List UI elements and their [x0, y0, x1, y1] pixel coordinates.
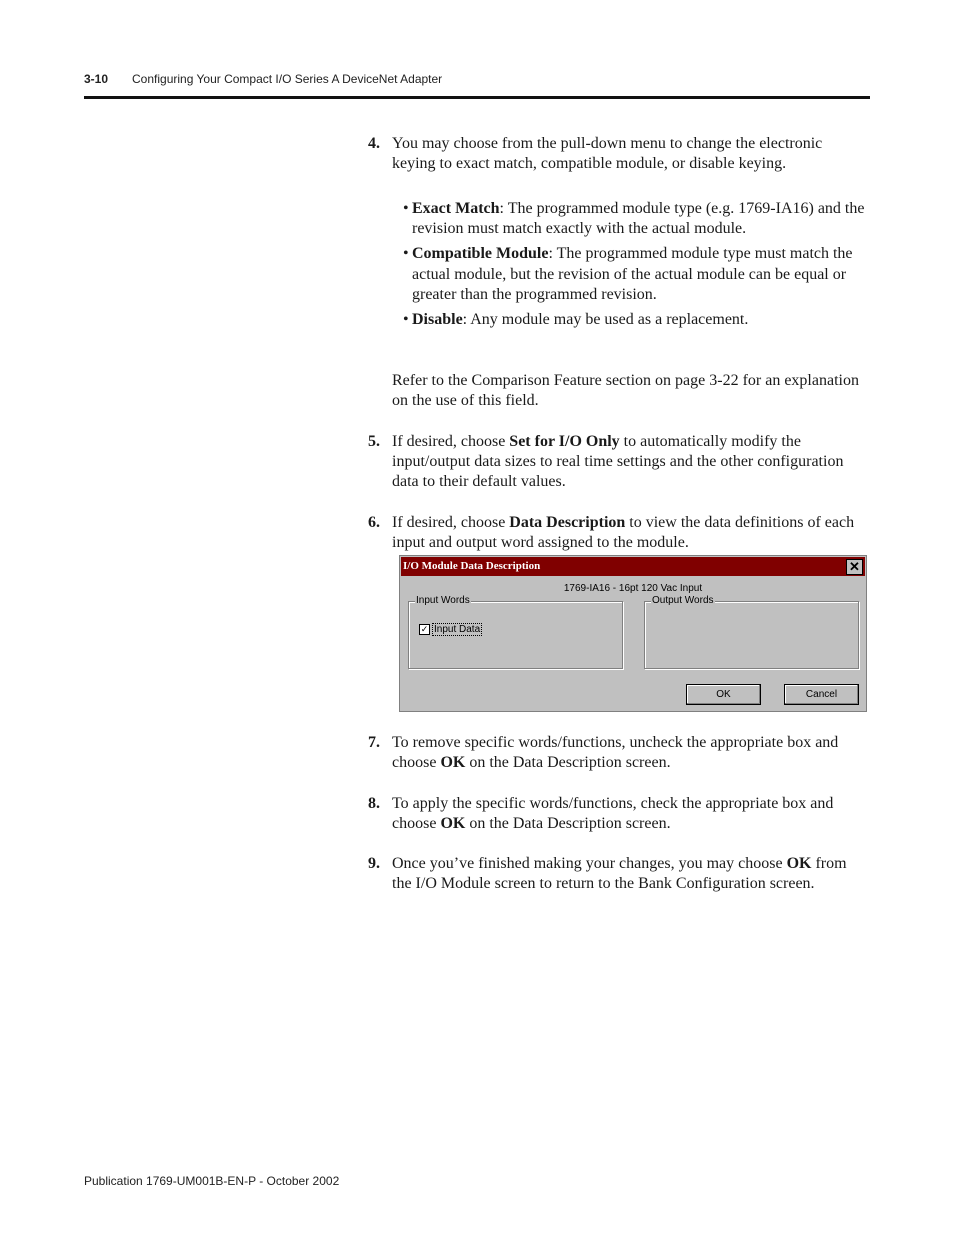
- step-number: 7.: [368, 734, 380, 751]
- list-item: • Exact Match: The programmed module type (e.g. 1769-IA16) and the revision must match exactly with the actual module.: [403, 200, 865, 238]
- close-icon[interactable]: ✕: [846, 559, 863, 575]
- step-text: You may choose from the pull-down menu to change the electronic keying to exact match, compatible module, or disable keying.: [392, 135, 823, 173]
- dialog-titlebar: [401, 557, 865, 576]
- output-words-legend: Output Words: [652, 595, 714, 606]
- dialog-title: I/O Module Data Description: [403, 560, 541, 572]
- data-description-dialog: [399, 555, 867, 712]
- step-number: 9.: [368, 855, 380, 872]
- step-number: 5.: [368, 433, 380, 450]
- step-number: 6.: [368, 514, 380, 531]
- cancel-button[interactable]: Cancel: [784, 684, 859, 705]
- input-words-legend: Input Words: [416, 595, 470, 606]
- step-number: 8.: [368, 795, 380, 812]
- step-text: To remove specific words/functions, uncheck the appropriate box and choose OK on the Data Description screen.: [392, 734, 839, 772]
- bullet-text: : The programmed module type (e.g. 1769-IA16) and the revision must match exactly with the actual module.: [412, 200, 865, 238]
- chapter-title: Configuring Your Compact I/O Series A DeviceNet Adapter: [132, 72, 443, 86]
- bullet-term: Exact Match: [412, 200, 500, 217]
- output-words-group: [644, 595, 859, 669]
- check-icon: ✓: [420, 624, 429, 634]
- input-data-checkbox[interactable]: [419, 624, 482, 635]
- step-text: If desired, choose Set for I/O Only to automatically modify the input/output data sizes to real time settings and the other configuration data to their default values.: [392, 433, 844, 491]
- step-text: To apply the specific words/functions, check the appropriate box and choose OK on the Data Description screen.: [392, 795, 834, 833]
- comparison-note: Refer to the Comparison Feature section on page 3-22 for an explanation on the use of this field.: [392, 372, 859, 410]
- publication-footer: Publication 1769-UM001B-EN-P - October 2002: [84, 1174, 340, 1188]
- step-text: If desired, choose Data Description to view the data definitions of each input and output word assigned to the module.: [392, 514, 855, 552]
- page-header: [84, 72, 870, 86]
- keying-options-list: [403, 199, 869, 335]
- page-number: 3-10: [84, 72, 109, 86]
- module-label: 1769-IA16 - 16pt 120 Vac Input: [563, 583, 703, 594]
- bullet-term: Disable: [412, 311, 463, 329]
- list-item: • Compatible Module: The programmed module type must match the actual module, but the revision of the actual module can be equal or greater than the programmed revision.: [403, 245, 853, 303]
- step-number: 4.: [368, 135, 380, 152]
- bullet-text: : Any module may be used as a replacement.: [462, 311, 749, 329]
- step-text: Once you’ve finished making your changes, you may choose OK from the I/O Module screen to return to the Bank Configuration screen.: [392, 855, 847, 893]
- ok-button[interactable]: OK: [686, 684, 761, 705]
- bullet-text: : The programmed module type must match the actual module, but the revision of the actual module can be equal or greater than the programmed revision.: [412, 245, 853, 303]
- list-item: • Disable: Any module may be used as a replacement.: [403, 311, 749, 329]
- input-words-group: [408, 595, 623, 669]
- header-rule: [84, 96, 870, 99]
- checkbox-label: Input Data: [434, 624, 481, 635]
- bullet-term: Compatible Module: [412, 245, 549, 263]
